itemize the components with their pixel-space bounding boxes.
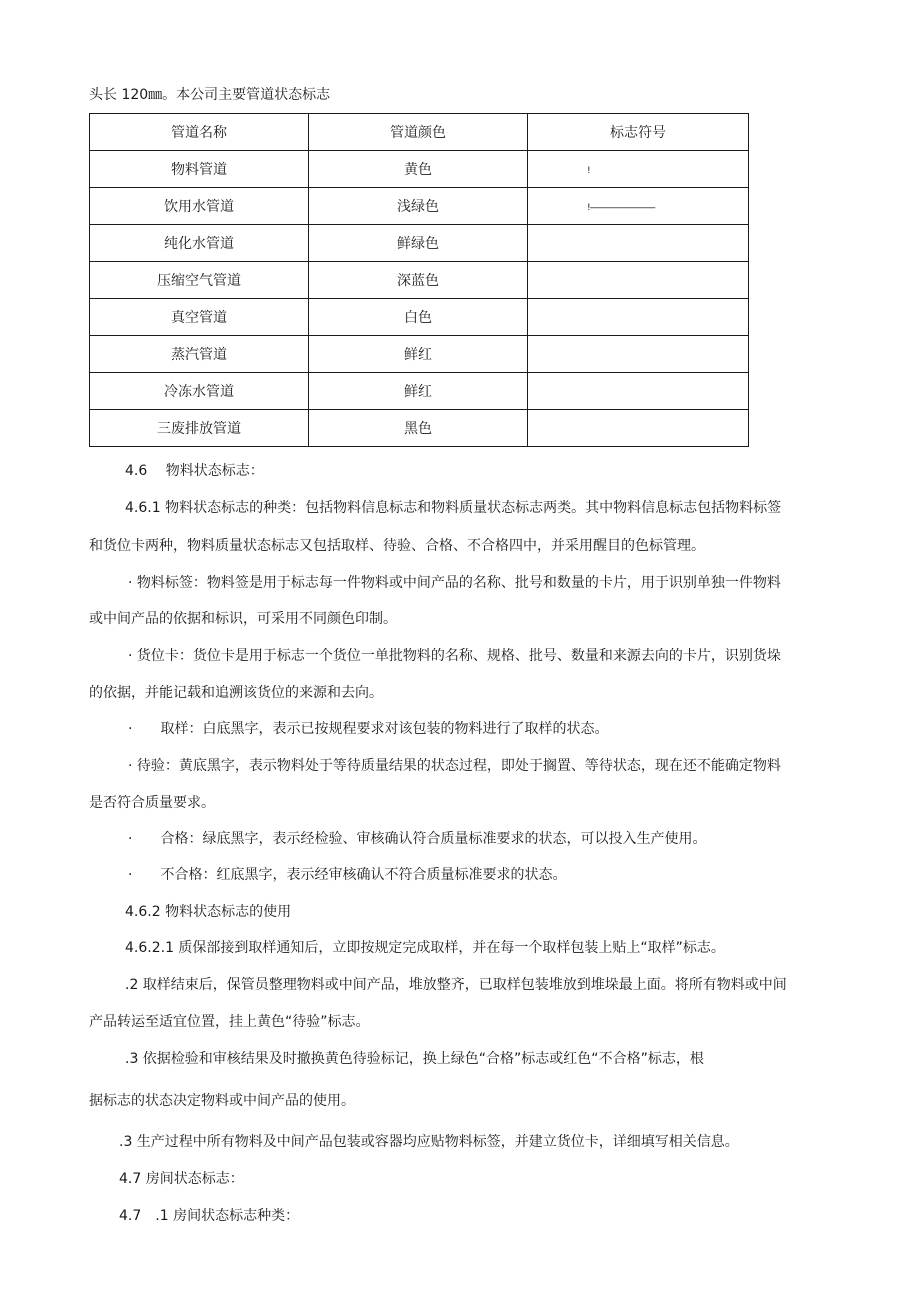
symbol-mark: ! [587,166,590,176]
bullet-pending-line1: · 待验：黄底黑字，表示物料处于等待质量结果的状态过程，即处于搁置、等待状态，现在还不能确定物料 [128,758,781,774]
paragraph-4-6-3: .3 生产过程中所有物料及中间产品包装或容器均应贴物料标签，并建立货位卡，详细填写相关信息。 [119,1134,739,1150]
bullet-pass: · 合格：绿底黑字，表示经检验、审核确认符合质量标准要求的状态，可以投入生产使用。 [128,831,707,847]
table-row [90,151,749,188]
pipe-name-cell: 物料管道 [90,151,309,188]
table-row [90,225,749,262]
pipe-name-cell: 饮用水管道 [90,188,309,225]
bullet-sampling: · 取样：白底黑字，表示已按规程要求对该包装的物料进行了取样的状态。 [128,721,609,737]
header-pipe-color: 管道颜色 [309,114,528,151]
bullet-material-label-line2: 或中间产品的依据和标识，可采用不同颜色印制。 [89,611,397,627]
paragraph-4-6-1-line1: 4.6.1 物料状态标志的种类：包括物料信息标志和物料质量状态标志两类。其中物料信息标志包括物料标签 [125,500,782,516]
bullet-location-card-line2: 的依据，并能记载和追溯该货位的来源和去向。 [89,685,383,701]
pipe-name-cell: 真空管道 [90,299,309,336]
section-4-6-2-heading: 4.6.2 物料状态标志的使用 [125,904,292,920]
bullet-pending-line2: 是否符合质量要求。 [89,795,215,811]
paragraph-4-6-2-3-line2: 据标志的状态决定物料或中间产品的使用。 [89,1093,355,1109]
paragraph-4-7-1: 4.7 .1 房间状态标志种类： [119,1208,300,1224]
paragraph-4-6-2-3-line1: .3 依据检验和审核结果及时撤换黄色待验标记，换上绿色“合格”标志或红色“不合格”标志，根 [125,1051,704,1067]
pipe-name-cell: 压缩空气管道 [90,262,309,299]
symbol-cell [528,336,749,373]
paragraph-4-6-2-2-line2: 产品转运至适宜位置，挂上黄色“待验”标志。 [89,1014,370,1030]
pipe-name-cell: 冷冻水管道 [90,373,309,410]
intro-line: 头长 120㎜。本公司主要管道状态标志 [89,87,331,103]
bullet-fail: · 不合格：红底黑字，表示经审核确认不符合质量标准要求的状态。 [128,867,567,883]
table-row [90,410,749,447]
symbol-cell [528,373,749,410]
pipe-color-cell: 黑色 [309,410,528,447]
symbol-cell [528,225,749,262]
pipe-status-table [89,113,749,447]
symbol-cell [528,188,749,225]
paragraph-4-6-1-line2: 和货位卡两种，物料质量状态标志又包括取样、待验、合格、不合格四中，并采用醒目的色标管理。 [89,538,705,554]
pipe-color-cell: 白色 [309,299,528,336]
table-row [90,336,749,373]
pipe-color-cell: 浅绿色 [309,188,528,225]
pipe-color-cell: 鲜绿色 [309,225,528,262]
table-row [90,188,749,225]
paragraph-4-6-2-2-line1: .2 取样结束后，保管员整理物料或中间产品，堆放整齐，已取样包装堆放到堆垛最上面。将所有物料或中间 [125,977,787,993]
paragraph-4-6-2-1: 4.6.2.1 质保部接到取样通知后，立即按规定完成取样，并在每一个取样包装上贴上“取样”标志。 [125,940,725,956]
symbol-cell [528,410,749,447]
table-row [90,299,749,336]
pipe-name-cell: 三废排放管道 [90,410,309,447]
header-symbol: 标志符号 [528,114,749,151]
pipe-color-cell: 鲜红 [309,373,528,410]
table-row [90,262,749,299]
symbol-cell [528,262,749,299]
table-header-row [90,114,749,151]
symbol-cell [528,151,749,188]
header-pipe-name: 管道名称 [90,114,309,151]
pipe-color-cell: 黄色 [309,151,528,188]
bullet-location-card-line1: · 货位卡：货位卡是用于标志一个货位一单批物料的名称、规格、批号、数量和来源去向的卡片，识别货垛 [128,648,781,664]
pipe-name-cell: 蒸汽管道 [90,336,309,373]
bullet-material-label-line1: · 物料标签：物料签是用于标志每一件物料或中间产品的名称、批号和数量的卡片，用于识别单独一件物料 [128,575,781,591]
pipe-color-cell: 深蓝色 [309,262,528,299]
pipe-color-cell: 鲜红 [309,336,528,373]
section-4-6-heading: 4.6 物料状态标志： [125,463,264,479]
table-row [90,373,749,410]
symbol-mark: !----------------------------- [587,203,655,213]
section-4-7-heading: 4.7 房间状态标志： [119,1171,244,1187]
pipe-name-cell: 纯化水管道 [90,225,309,262]
symbol-cell [528,299,749,336]
